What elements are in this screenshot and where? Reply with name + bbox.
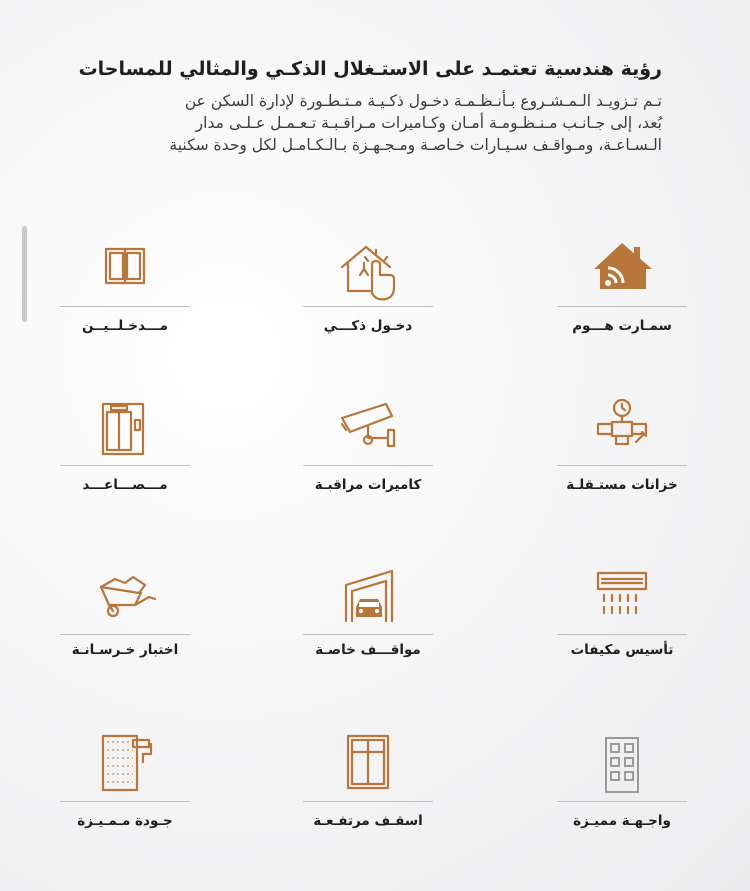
feature-quality: [60, 730, 190, 829]
feature-double-entrance: [60, 235, 190, 334]
divider: [303, 634, 433, 635]
smart-home-icon: [586, 235, 658, 307]
feature-label: مـــدخـلــيــن: [82, 318, 168, 334]
divider: [557, 801, 687, 802]
feature-label: كاميرات مراقبـة: [314, 477, 422, 493]
feature-smart-home: [557, 235, 687, 334]
feature-security-cameras: [303, 394, 433, 493]
divider: [60, 306, 190, 307]
feature-elevators: [60, 394, 190, 493]
feature-label: جـودة مـمـيـزة: [77, 813, 173, 829]
feature-facade: [557, 730, 687, 829]
security-camera-icon: [332, 394, 404, 466]
concrete-wheelbarrow-icon: [89, 563, 161, 635]
page-title: رؤية هندسية تعتمـد على الاستـغلال الذكـي والمثالي للمساحات: [78, 58, 662, 80]
intro-line: بُعد، إلى جـانـب مـنـظـومـة أمـان وكـاميرات مـراقـبـة تـعـمـل عـلـى مدار: [195, 114, 662, 132]
feature-smart-entry: [303, 235, 433, 334]
intro-line: تـم تـزويـد الـمـشـروع بـأنـظـمـة دخـول ذكـيـة مـتـطـورة لإدارة السكن عن: [184, 92, 662, 110]
feature-label: دخـول ذكـــي: [323, 318, 413, 334]
feature-label: خزانات مستـقلـة: [566, 477, 678, 493]
divider: [60, 465, 190, 466]
feature-label: اسقـف مرتفـعـة: [313, 813, 423, 829]
divider: [303, 801, 433, 802]
smart-entry-icon: [332, 235, 404, 307]
feature-label: مـــصـــاعـــد: [82, 477, 168, 493]
ac-unit-icon: [586, 563, 658, 635]
building-facade-icon: [586, 730, 658, 802]
intro-line: الـسـاعـة، ومـواقـف سـيـارات خـاصـة ومـجـهـزة بـالـكـامـل لكل وحدة سكنية: [169, 136, 662, 154]
divider: [303, 306, 433, 307]
feature-water-tanks: [557, 394, 687, 493]
elevator-icon: [89, 394, 161, 466]
feature-ac-installation: [557, 563, 687, 658]
divider: [557, 634, 687, 635]
divider: [557, 306, 687, 307]
feature-label: مواقـــف خاصـة: [315, 642, 421, 658]
feature-label: سمـارت هـــوم: [572, 318, 672, 334]
private-parking-icon: [332, 563, 404, 635]
feature-label: واجـهـة مميـزة: [573, 813, 671, 829]
divider: [303, 465, 433, 466]
feature-concrete-testing: [60, 563, 190, 658]
feature-label: اختبار خـرسـانـة: [71, 642, 179, 658]
divider: [60, 634, 190, 635]
high-ceiling-window-icon: [332, 730, 404, 802]
feature-high-ceilings: [303, 730, 433, 829]
water-tank-valve-icon: [586, 394, 658, 466]
feature-label: تأسيس مكيفات: [570, 642, 674, 658]
divider: [557, 465, 687, 466]
divider: [60, 801, 190, 802]
quality-wallpaper-icon: [89, 730, 161, 802]
feature-private-parking: [303, 563, 433, 658]
double-entrance-icon: [89, 235, 161, 307]
